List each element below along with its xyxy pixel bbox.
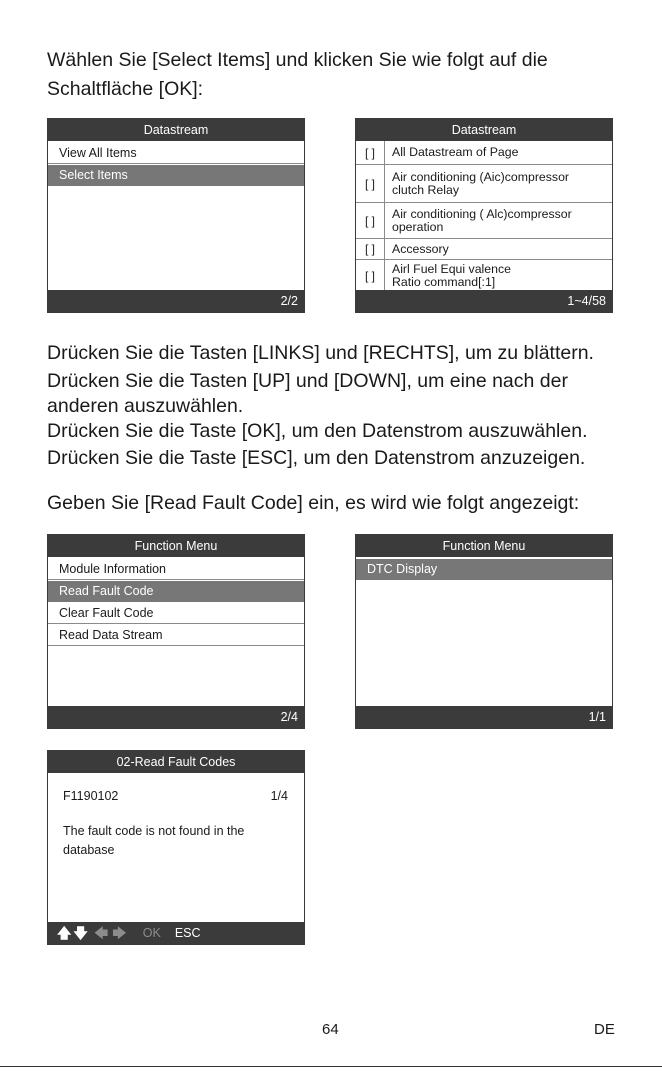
instruction-line: Drücken Sie die Tasten [LINKS] und [RECHTS], um zu blättern. bbox=[47, 342, 594, 364]
read-fault-codes-screen bbox=[47, 750, 305, 945]
screen-title: Function Menu bbox=[356, 535, 612, 557]
page-indicator: 2/2 bbox=[48, 290, 304, 312]
menu-item-clear-fault-code[interactable]: Clear Fault Code bbox=[48, 603, 304, 624]
datastream-row[interactable] bbox=[356, 165, 612, 203]
page-number: 64 bbox=[322, 1021, 339, 1038]
datastream-row-label: Air conditioning (Aic)compressor clutch Relay bbox=[392, 169, 570, 197]
ok-key-label: OK bbox=[142, 926, 161, 940]
datastream-screen-select bbox=[355, 118, 613, 313]
datastream-row[interactable] bbox=[356, 260, 612, 291]
instruction-line: Drücken Sie die Taste [OK], um den Datenstrom auszuwählen. bbox=[47, 420, 588, 442]
menu-item-read-data-stream[interactable]: Read Data Stream bbox=[48, 625, 304, 646]
datastream-row[interactable] bbox=[356, 239, 612, 260]
screen-title: 02-Read Fault Codes bbox=[48, 751, 304, 773]
page-indicator: 1~4/58 bbox=[356, 290, 612, 312]
datastream-row-label: Air conditioning ( Alc)compressor operation bbox=[392, 206, 572, 234]
menu-item-module-information[interactable]: Module Information bbox=[48, 559, 304, 580]
bottom-rule bbox=[0, 1066, 662, 1067]
datastream-row-label: Airl Fuel Equi valence Ratio command[:1] bbox=[392, 261, 511, 289]
datastream-screen-menu bbox=[47, 118, 305, 313]
datastream-row-label: Accessory bbox=[392, 241, 449, 256]
screen-title: Datastream bbox=[356, 119, 612, 141]
function-menu-screen bbox=[47, 534, 305, 729]
screen-title: Datastream bbox=[48, 119, 304, 141]
datastream-row-label: All Datastream of Page bbox=[392, 145, 519, 159]
menu-item-dtc-display[interactable]: DTC Display bbox=[356, 559, 612, 580]
key-bar bbox=[48, 922, 304, 944]
intro-line-2: Schaltfläche [OK]: bbox=[47, 78, 204, 100]
checkbox[interactable]: [ ] bbox=[356, 165, 385, 202]
checkbox[interactable]: [ ] bbox=[356, 239, 385, 259]
datastream-row[interactable] bbox=[356, 203, 612, 239]
fault-count: 1/4 bbox=[270, 789, 288, 803]
datastream-row[interactable] bbox=[356, 141, 612, 165]
menu-item-view-all-items[interactable]: View All Items bbox=[48, 143, 304, 164]
screen-title: Function Menu bbox=[48, 535, 304, 557]
instruction-line: Drücken Sie die Tasten [UP] und [DOWN], um eine nach der bbox=[47, 370, 568, 392]
esc-key-label[interactable]: ESC bbox=[174, 926, 201, 940]
arrow-right-icon: 🡆 bbox=[112, 925, 127, 941]
fault-code: F1190102 bbox=[63, 789, 119, 803]
language-code: DE bbox=[594, 1021, 615, 1038]
page-indicator: 2/4 bbox=[48, 706, 304, 728]
checkbox[interactable]: [ ] bbox=[356, 203, 385, 238]
checkbox[interactable]: [ ] bbox=[356, 260, 385, 291]
arrow-left-icon: 🡄 bbox=[93, 925, 109, 941]
menu-item-read-fault-code[interactable]: Read Fault Code bbox=[48, 581, 304, 602]
arrow-up-icon[interactable]: 🡅 bbox=[57, 925, 72, 941]
page-indicator: 1/1 bbox=[356, 706, 612, 728]
instruction-line: anderen auszuwählen. bbox=[47, 395, 244, 417]
menu-item-select-items[interactable]: Select Items bbox=[48, 165, 304, 186]
instruction-line: Drücken Sie die Taste [ESC], um den Datenstrom anzuzeigen. bbox=[47, 447, 586, 469]
checkbox[interactable]: [ ] bbox=[356, 141, 385, 164]
intro-read-fault-code: Geben Sie [Read Fault Code] ein, es wird wie folgt angezeigt: bbox=[47, 492, 580, 514]
fault-message: The fault code is not found in the database bbox=[63, 824, 245, 857]
intro-line-1: Wählen Sie [Select Items] und klicken Sie wie folgt auf die bbox=[47, 49, 548, 71]
arrow-down-icon[interactable]: 🡇 bbox=[73, 925, 88, 941]
function-menu-dtc-screen bbox=[355, 534, 613, 729]
